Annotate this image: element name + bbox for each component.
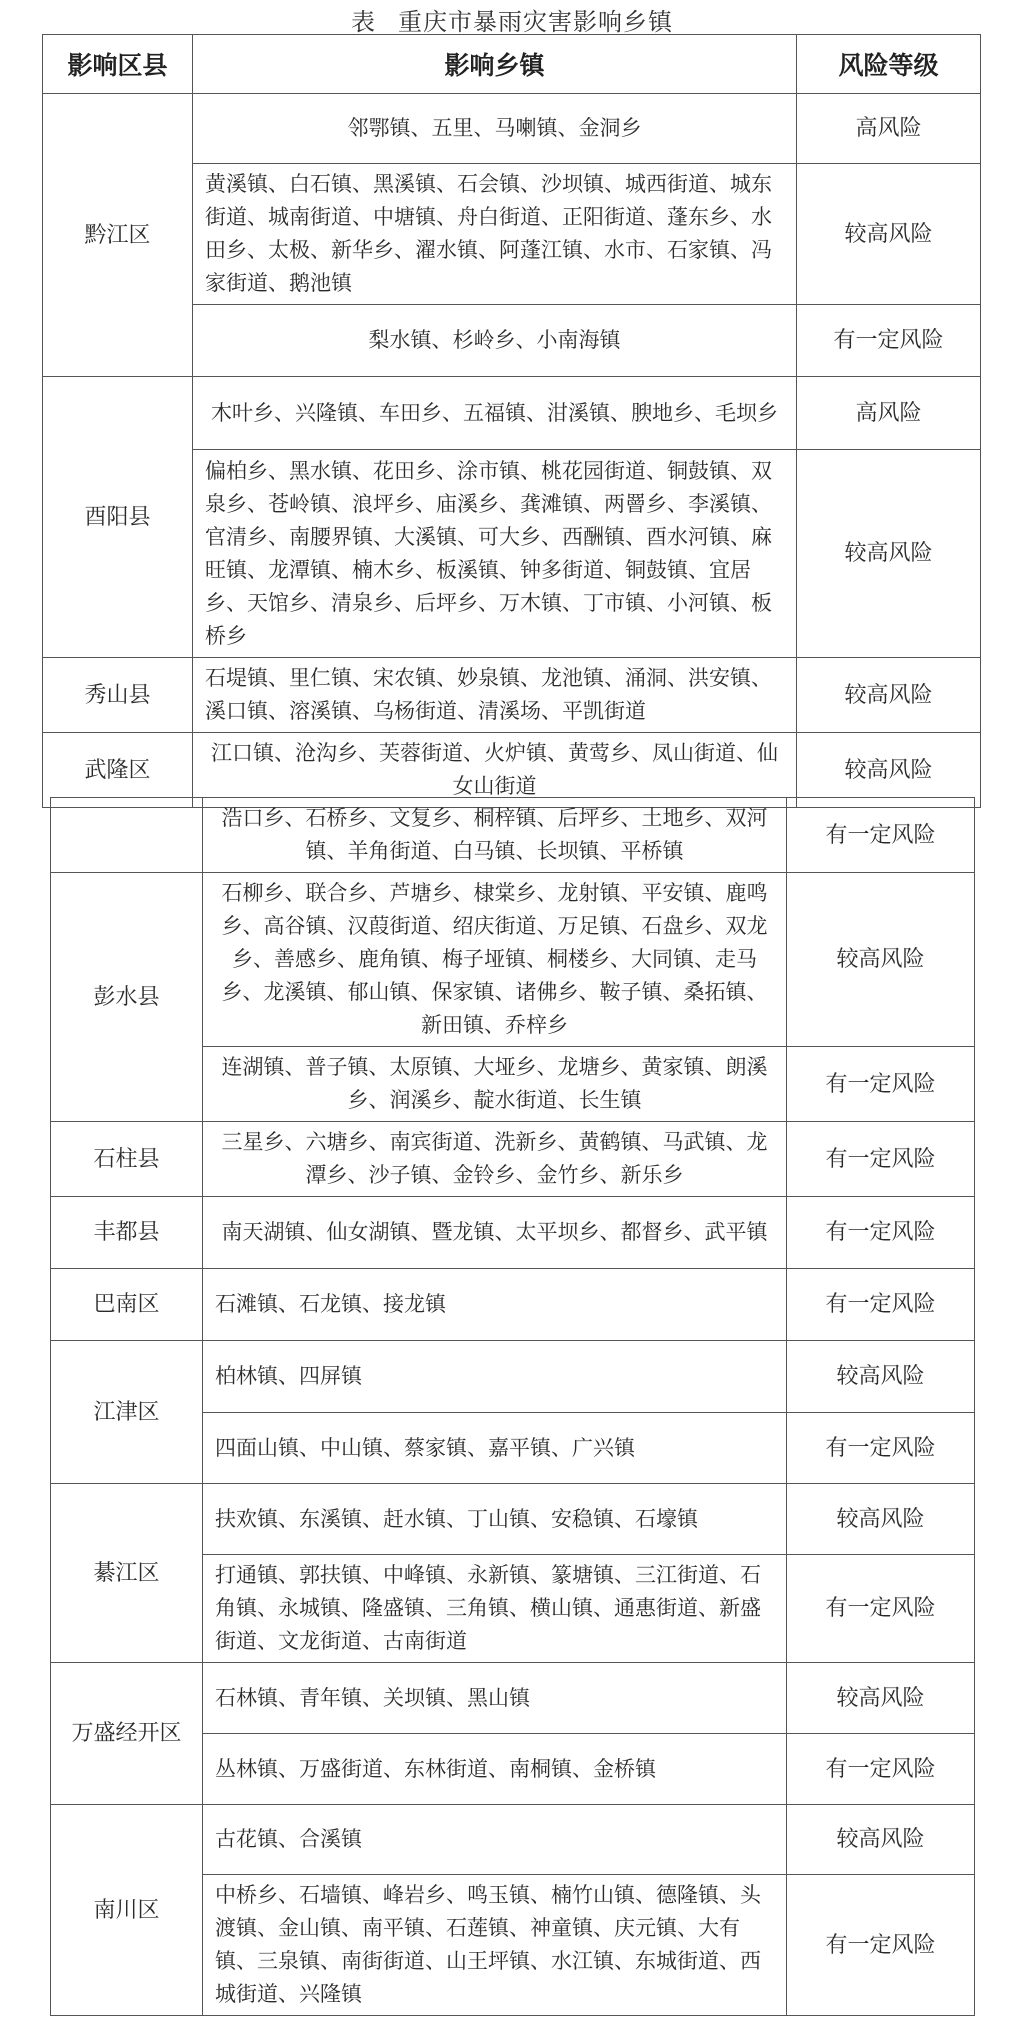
table-row: [51, 1122, 975, 1197]
table-row: [51, 1269, 975, 1341]
risk-cell: 有一定风险: [787, 1875, 975, 2016]
table-row: [51, 1805, 975, 1875]
county-cell: 巴南区: [51, 1269, 203, 1341]
towns-cell: 中桥乡、石墙镇、峰岩乡、鸣玉镇、楠竹山镇、德隆镇、头渡镇、金山镇、南平镇、石莲镇、神童镇、庆元镇、大有镇、三泉镇、南街街道、山王坪镇、水江镇、东城街道、西城街道、兴隆镇: [203, 1875, 787, 2016]
risk-cell: 有一定风险: [787, 1269, 975, 1341]
county-cell: [51, 798, 203, 873]
risk-cell: 较高风险: [787, 1663, 975, 1734]
towns-cell: 古花镇、合溪镇: [203, 1805, 787, 1875]
risk-cell: 较高风险: [797, 450, 981, 658]
header-row: [43, 35, 981, 94]
county-cell: 秀山县: [43, 658, 193, 733]
towns-cell: 石滩镇、石龙镇、接龙镇: [203, 1269, 787, 1341]
towns-cell: 南天湖镇、仙女湖镇、暨龙镇、太平坝乡、都督乡、武平镇: [203, 1197, 787, 1269]
risk-cell: 有一定风险: [787, 798, 975, 873]
county-cell: 万盛经开区: [51, 1663, 203, 1805]
towns-cell: 梨水镇、杉岭乡、小南海镇: [193, 305, 797, 377]
header-county: 影响区县: [43, 35, 193, 94]
county-cell: 石柱县: [51, 1122, 203, 1197]
risk-cell: 较高风险: [797, 733, 981, 808]
county-cell: 丰都县: [51, 1197, 203, 1269]
risk-cell: 有一定风险: [787, 1047, 975, 1122]
risk-table-part-2: [50, 797, 975, 2016]
risk-cell: 有一定风险: [787, 1122, 975, 1197]
table-row: [43, 658, 981, 733]
towns-cell: 邻鄂镇、五里、马喇镇、金洞乡: [193, 94, 797, 164]
risk-cell: 较高风险: [787, 1341, 975, 1413]
towns-cell: 浩口乡、石桥乡、文复乡、桐梓镇、后坪乡、土地乡、双河镇、羊角街道、白马镇、长坝镇、平桥镇: [203, 798, 787, 873]
towns-cell: 四面山镇、中山镇、蔡家镇、嘉平镇、广兴镇: [203, 1413, 787, 1484]
county-cell: 彭水县: [51, 873, 203, 1122]
table-row: [43, 94, 981, 164]
header-risk: 风险等级: [797, 35, 981, 94]
towns-cell: 柏林镇、四屏镇: [203, 1341, 787, 1413]
risk-cell: 有一定风险: [787, 1413, 975, 1484]
table-row: [43, 377, 981, 450]
risk-cell: 高风险: [797, 94, 981, 164]
county-cell: 綦江区: [51, 1484, 203, 1663]
risk-cell: 较高风险: [797, 658, 981, 733]
towns-cell: 黄溪镇、白石镇、黑溪镇、石会镇、沙坝镇、城西街道、城东街道、城南街道、中塘镇、舟白街道、正阳街道、蓬东乡、水田乡、太极、新华乡、濯水镇、阿蓬江镇、水市、石家镇、冯家街道、鹅池镇: [193, 164, 797, 305]
towns-cell: 三星乡、六塘乡、南宾街道、洗新乡、黄鹤镇、马武镇、龙潭乡、沙子镇、金铃乡、金竹乡、新乐乡: [203, 1122, 787, 1197]
county-cell: 南川区: [51, 1805, 203, 2016]
caption-text: 重庆市暴雨灾害影响乡镇: [398, 8, 673, 36]
towns-cell: 打通镇、郭扶镇、中峰镇、永新镇、篆塘镇、三江街道、石角镇、永城镇、隆盛镇、三角镇、横山镇、通惠街道、新盛街道、文龙街道、古南街道: [203, 1555, 787, 1663]
caption-prefix: 表: [351, 8, 376, 36]
risk-cell: 有一定风险: [797, 305, 981, 377]
county-cell: 黔江区: [43, 94, 193, 377]
towns-cell: 石林镇、青年镇、关坝镇、黑山镇: [203, 1663, 787, 1734]
risk-cell: 较高风险: [787, 1484, 975, 1555]
towns-cell: 江口镇、沧沟乡、芙蓉街道、火炉镇、黄莺乡、凤山街道、仙女山街道: [193, 733, 797, 808]
risk-cell: 有一定风险: [787, 1734, 975, 1805]
risk-table-part-1: [42, 34, 981, 808]
towns-cell: 连湖镇、普子镇、太原镇、大垭乡、龙塘乡、黄家镇、朗溪乡、润溪乡、靛水街道、长生镇: [203, 1047, 787, 1122]
table-row: [51, 1663, 975, 1734]
county-cell: 江津区: [51, 1341, 203, 1484]
towns-cell: 丛林镇、万盛街道、东林街道、南桐镇、金桥镇: [203, 1734, 787, 1805]
risk-cell: 较高风险: [797, 164, 981, 305]
towns-cell: 木叶乡、兴隆镇、车田乡、五福镇、泔溪镇、腴地乡、毛坝乡: [193, 377, 797, 450]
risk-cell: 有一定风险: [787, 1555, 975, 1663]
towns-cell: 石堤镇、里仁镇、宋农镇、妙泉镇、龙池镇、涌洞、洪安镇、溪口镇、溶溪镇、乌杨街道、清溪场、平凯街道: [193, 658, 797, 733]
table-caption: [0, 2, 1024, 37]
table-row: [51, 798, 975, 873]
table-row: [51, 873, 975, 1047]
risk-cell: 高风险: [797, 377, 981, 450]
county-cell: 武隆区: [43, 733, 193, 808]
table-row: [51, 1484, 975, 1555]
towns-cell: 石柳乡、联合乡、芦塘乡、棣棠乡、龙射镇、平安镇、鹿鸣乡、高谷镇、汉葭街道、绍庆街道、万足镇、石盘乡、双龙乡、善感乡、鹿角镇、梅子垭镇、桐楼乡、大同镇、走马乡、龙溪镇、郁山镇、保家镇、诸佛乡、鞍子镇、桑拓镇、新田镇、乔梓乡: [203, 873, 787, 1047]
risk-cell: 较高风险: [787, 873, 975, 1047]
risk-cell: 有一定风险: [787, 1197, 975, 1269]
table-row: [51, 1197, 975, 1269]
towns-cell: 偏柏乡、黑水镇、花田乡、涂市镇、桃花园街道、铜鼓镇、双泉乡、苍岭镇、浪坪乡、庙溪乡、龚滩镇、两罾乡、李溪镇、官清乡、南腰界镇、大溪镇、可大乡、西酬镇、酉水河镇、麻旺镇、龙潭镇、楠木乡、板溪镇、钟多街道、铜鼓镇、宜居乡、天馆乡、清泉乡、后坪乡、万木镇、丁市镇、小河镇、板桥乡: [193, 450, 797, 658]
header-towns: 影响乡镇: [193, 35, 797, 94]
table-row: [51, 1341, 975, 1413]
towns-cell: 扶欢镇、东溪镇、赶水镇、丁山镇、安稳镇、石壕镇: [203, 1484, 787, 1555]
risk-cell: 较高风险: [787, 1805, 975, 1875]
county-cell: 酉阳县: [43, 377, 193, 658]
